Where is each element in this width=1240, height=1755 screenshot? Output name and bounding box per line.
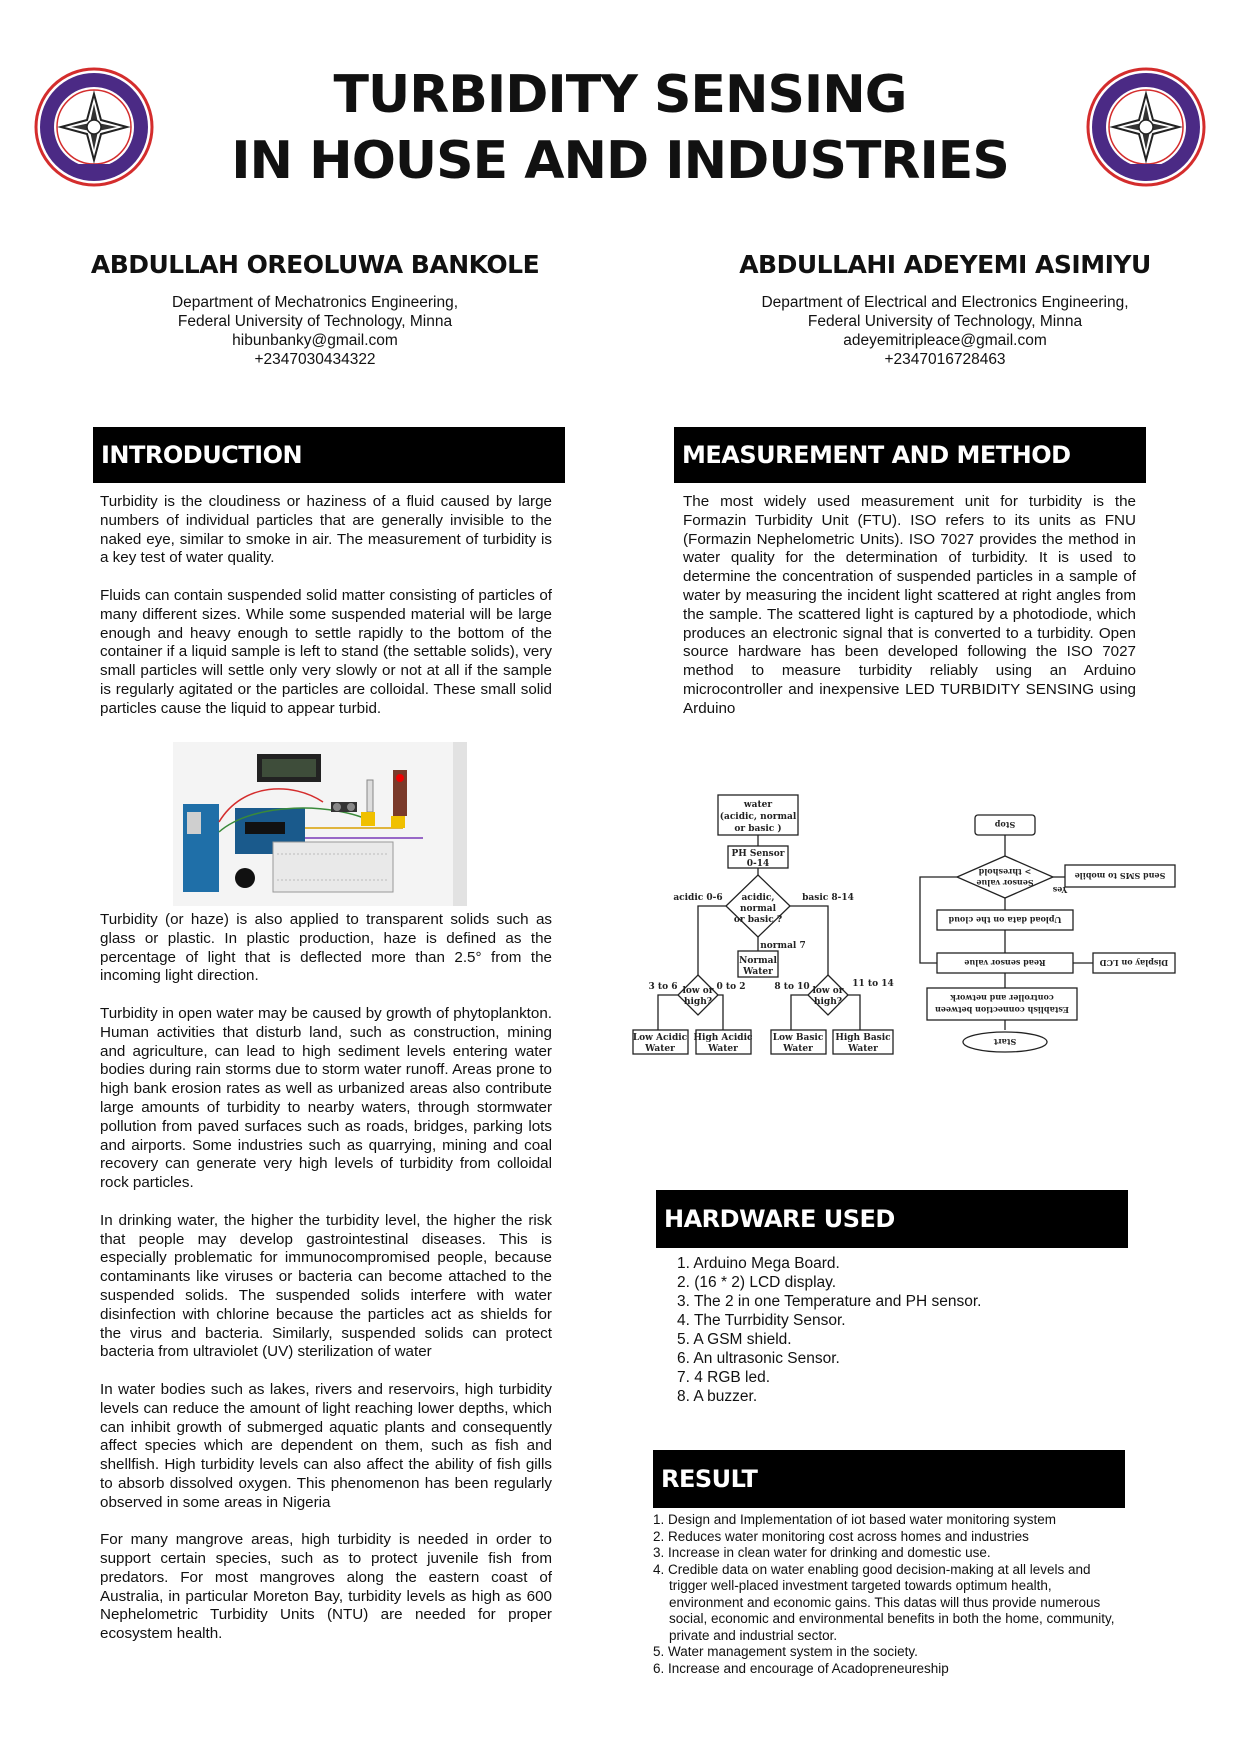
fc1-water-1: water	[743, 800, 773, 810]
fc1-dec1-3: or basic ?	[733, 915, 783, 925]
fc1-dec1-2: normal	[739, 904, 777, 914]
fc1-high-acidic-2: Water	[708, 1044, 738, 1054]
hardware-item: 8. A buzzer.	[677, 1388, 758, 1405]
author-department: Department of Electrical and Electronics Engineering,	[761, 294, 1129, 311]
fc2-start: Start	[993, 1037, 1017, 1047]
result-item: 1. Design and Implementation of iot based water monitoring system	[653, 1512, 1056, 1527]
intro-paragraph-7: For many mangrove areas, high turbidity is needed in order to support certain species, such as to protect juvenile fish from predators. For most mangroves along the eastern coast of Australia, in particular Moreton Bay, turbidity levels as high as 600 Nephelometric Turbidity Units (NTU) are needed for proper ecosystem health.	[100, 1531, 552, 1643]
author-university: Federal University of Technology, Minna	[807, 313, 1083, 330]
introduction-lower-text	[100, 911, 552, 1663]
fc1-water-3: or basic )	[734, 824, 782, 834]
hardware-list	[664, 1254, 1124, 1406]
author-university: Federal University of Technology, Minna	[177, 313, 453, 330]
hardware-item: 5. A GSM shield.	[677, 1331, 792, 1348]
method-heading: MEASUREMENT AND METHOD	[674, 427, 1146, 483]
introduction-upper-text	[100, 493, 552, 737]
fc1-ph-1: PH Sensor	[731, 849, 785, 859]
fc1-normal-box-1: Normal	[739, 956, 777, 966]
fc2-read-sensor: Read sensor value	[964, 958, 1046, 968]
method-text	[683, 493, 1136, 737]
fc1-low-basic-2: Water	[783, 1044, 813, 1054]
intro-paragraph-3: Turbidity (or haze) is also applied to transparent solids such as glass or plastic. In plastic production, haze is defined as the percentage of light that is deflected more than 2.5° from the incoming light direction.	[100, 911, 552, 985]
fc1-dec1-1: acidic,	[741, 893, 775, 903]
ph-flowchart-diagram	[628, 793, 900, 1056]
fc1-dec2b-1: low or	[812, 986, 844, 996]
author-details	[60, 293, 570, 369]
author-email: hibunbanky@gmail.com	[232, 332, 398, 349]
university-seal-icon	[33, 66, 155, 188]
fc2-send-sms: Send SMS to mobile	[1074, 871, 1166, 881]
fc1-r3to6: 3 to 6	[648, 982, 678, 992]
fc2-yes: Yes	[1052, 885, 1068, 895]
title-line-1: TURBIDITY SENSING	[333, 65, 907, 125]
fc2-display-lcd: Display on LCD	[1099, 958, 1169, 968]
fc2-upload: Upload data on the cloud	[948, 915, 1062, 925]
fc1-low-acidic-1: Low Acidic	[632, 1033, 688, 1043]
intro-paragraph-6: In water bodies such as lakes, rivers and reservoirs, high turbidity levels can reduce the amount of light reaching lower depths, which can inhibit growth of submerged aquatic plants and consequently affect species which are dependent on them, such as fish and shellfish. High turbidity levels can also affect the ability of fish gills to absorb dissolved oxygen. This phenomenon has been regularly observed in some areas in Nigeria	[100, 1380, 552, 1511]
fc1-dec2a-1: low or	[682, 986, 714, 996]
author-department: Department of Mechatronics Engineering,	[171, 294, 459, 311]
system-flowchart	[915, 810, 1177, 1053]
intro-paragraph-5: In drinking water, the higher the turbidity level, the higher the risk that people may develop gastrointestinal diseases. This is especially problematic for immunocompromised people, because contaminants like viruses or bacteria can become attached to the suspended solids. The suspended solids interfere with water disinfection with chlorine because the particles act as shields for the virus and bacteria. Similarly, suspended solids can protect bacteria from ultraviolet (UV) sterilization of water	[100, 1211, 552, 1361]
title-line-2: IN HOUSE AND INDUSTRIES	[231, 131, 1009, 191]
fc1-high-acidic-1: High Acidic	[693, 1033, 753, 1043]
circuit-illustration	[173, 742, 467, 906]
logo-right	[1085, 66, 1207, 193]
fc1-low-basic-1: Low Basic	[772, 1033, 824, 1043]
fc1-normal-label: normal 7	[760, 941, 806, 951]
author-details	[690, 293, 1200, 369]
author-phone: +2347016728463	[884, 351, 1006, 368]
fc2-decision-1: Sensor value	[976, 878, 1034, 888]
fc2-establish-1: Establish connection between	[935, 1005, 1069, 1015]
fc1-r8to10: 8 to 10	[774, 982, 810, 992]
introduction-heading: INTRODUCTION	[93, 427, 565, 483]
fc1-acidic-range: acidic 0-6	[673, 893, 723, 903]
hardware-item: 4. The Turrbidity Sensor.	[677, 1312, 846, 1329]
fc1-ph-2: 0-14	[746, 859, 770, 869]
fc1-dec2a-2: high?	[683, 997, 713, 1007]
intro-paragraph-4: Turbidity in open water may be caused by growth of phytoplankton. Human activities that disturb land, such as construction, mining and agriculture, can lead to high sediment levels entering water bodies during rain storms due to storm water runoff. Areas prone to high bank erosion rates as well as urbanized areas also contribute large amounts of turbidity to nearby waters, through stormwater pollution from paved surfaces such as roads, bridges, parking lots and airports. Some industries such as quarrying, mining and coal recovery can generate very high levels of turbidity from colloidal rock particles.	[100, 1004, 552, 1192]
result-item: 3. Increase in clean water for drinking and domestic use.	[653, 1545, 991, 1560]
result-item: 6. Increase and encourage of Acadopreneureship	[653, 1660, 949, 1676]
author-phone: +2347030434322	[254, 351, 376, 368]
author-email: adeyemitripleace@gmail.com	[843, 332, 1047, 349]
author-2	[690, 250, 1200, 369]
poster-title	[170, 62, 1070, 194]
author-name: ABDULLAH OREOLUWA BANKOLE	[90, 250, 540, 279]
result-heading: RESULT	[653, 1450, 1125, 1508]
fc2-decision-2: > threshold	[978, 867, 1032, 877]
fc2-stop: Stop	[994, 820, 1016, 830]
fc1-high-basic-1: High Basic	[835, 1033, 891, 1043]
fc1-r0to2: 0 to 2	[716, 982, 746, 992]
hardware-heading: HARDWARE USED	[656, 1190, 1128, 1248]
ph-flowchart	[628, 793, 900, 1056]
result-item: 4. Credible data on water enabling good decision-making at all levels and trigger well-placed investment targeted towards optimum health, environment and economic gains. This datas will thus provide numerous social, economic and environmental benefits in both the home, community, private and industrial sector.	[653, 1561, 1115, 1643]
intro-paragraph-2: Fluids can contain suspended solid matter consisting of particles of many different sizes. While some suspended material will be large enough and heavy enough to settle rapidly to the bottom of the container if a liquid sample is left to stand (the settable solids), very small particles will settle only very slowly or not at all if the sample is regularly agitated or the particles are colloidal. These small solid particles cause the liquid to appear turbid.	[100, 586, 552, 717]
fc2-establish-2: controller and network	[950, 993, 1054, 1003]
fc1-low-acidic-2: Water	[645, 1044, 675, 1054]
arduino-circuit-image	[173, 742, 467, 906]
fc1-normal-box-2: Water	[743, 967, 773, 977]
logo-left	[33, 66, 155, 193]
university-seal-icon	[1085, 66, 1207, 188]
method-paragraph: The most widely used measurement unit for turbidity is the Formazin Turbidity Unit (FTU). ISO refers to its units as FNU (Formazin Nephelometric Units). ISO 7027 provides the method in water quality for the determination of turbidity. It is used to determine the concentration of suspended particles in a sample of water by measuring the incident light scattered at right angles from the sample. The scattered light is captured by a photodiode, which produces an electronic signal that is converted to a turbidity. Open source hardware has been developed following the ISO 7027 method to measure turbidity reliably using an Arduino microcontroller and inexpensive LED TURBIDITY SENSING using Arduino	[683, 493, 1136, 717]
hardware-item: 1. Arduino Mega Board.	[677, 1255, 840, 1272]
fc1-basic-range: basic 8-14	[802, 893, 854, 903]
fc1-high-basic-2: Water	[848, 1044, 878, 1054]
hardware-item: 3. The 2 in one Temperature and PH sensor.	[677, 1293, 982, 1310]
fc1-r11to14: 11 to 14	[852, 979, 894, 989]
fc1-dec2b-2: high?	[813, 997, 843, 1007]
author-name: ABDULLAHI ADEYEMI ASIMIYU	[739, 250, 1151, 279]
result-items	[653, 1512, 1123, 1677]
hardware-item: 6. An ultrasonic Sensor.	[677, 1350, 840, 1367]
hardware-item: 2. (16 * 2) LCD display.	[677, 1274, 837, 1291]
result-list	[653, 1512, 1123, 1677]
intro-paragraph-1: Turbidity is the cloudiness or haziness of a fluid caused by large numbers of individual particles that are generally invisible to the naked eye, similar to smoke in air. The measurement of turbidity is a key test of water quality.	[100, 493, 552, 567]
system-flowchart-diagram	[915, 810, 1177, 1053]
hardware-item: 7. 4 RGB led.	[677, 1369, 771, 1386]
hardware-items	[664, 1254, 1124, 1406]
author-1	[60, 250, 570, 369]
result-item: 2. Reduces water monitoring cost across homes and industries	[653, 1528, 1029, 1544]
result-item: 5. Water management system in the society.	[653, 1644, 918, 1659]
fc1-water-2: (acidic, normal	[719, 812, 797, 822]
